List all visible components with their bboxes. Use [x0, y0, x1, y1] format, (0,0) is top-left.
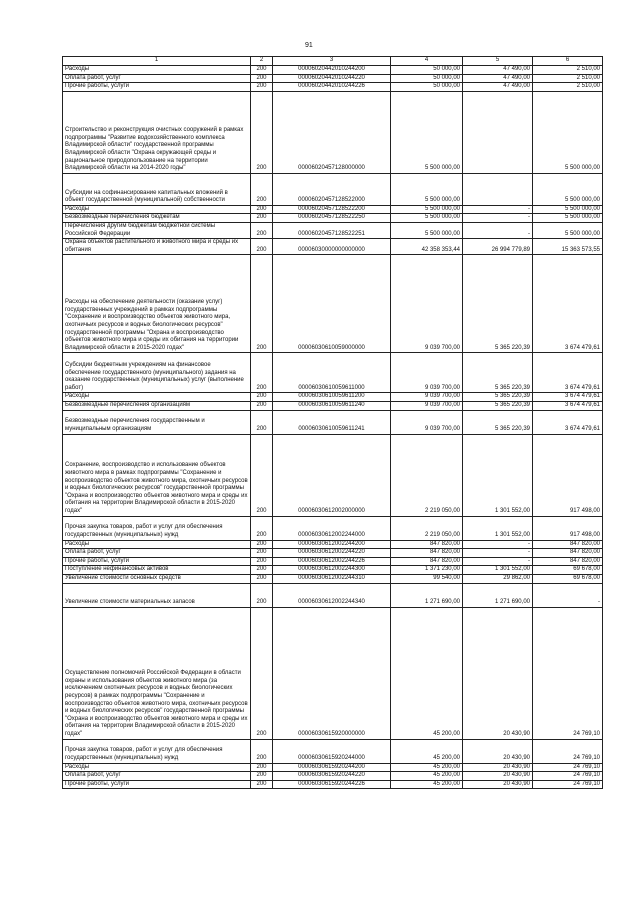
table-row — [63, 540, 603, 549]
row-code: 00006020442010244226 — [273, 83, 391, 92]
row-kind: 200 — [251, 607, 273, 739]
row-kind: 200 — [251, 74, 273, 83]
row-code: 00006030612002244220 — [273, 549, 391, 558]
row-value-remaining: 24 769,10 — [533, 763, 603, 772]
row-value-executed: 1 301 552,00 — [463, 434, 533, 516]
table-row — [63, 83, 603, 92]
row-value-remaining: 3 674 479,61 — [533, 393, 603, 402]
table-row — [63, 763, 603, 772]
row-value-executed: 5 365 220,39 — [463, 401, 533, 410]
budget-table — [62, 56, 603, 789]
column-header: 4 — [391, 57, 463, 66]
row-code: 00006020457128522250 — [273, 214, 391, 223]
row-value-approved: 847 820,00 — [391, 549, 463, 558]
page-number: 91 — [305, 42, 313, 49]
row-value-remaining: 24 769,10 — [533, 772, 603, 781]
row-code: 00006020457128522200 — [273, 205, 391, 214]
table-row — [63, 780, 603, 789]
row-value-approved: 45 200,00 — [391, 772, 463, 781]
table-row — [63, 91, 603, 173]
row-name: Поступление нефинансовых активов — [63, 566, 251, 575]
row-value-executed: 20 430,90 — [463, 739, 533, 763]
row-name: Охрана объектов растительного и животного мира и среды их обитания — [63, 239, 251, 255]
column-header: 2 — [251, 57, 273, 66]
row-name: Субсидии бюджетным учреждениям на финансовое обеспечение государственного (муниципального) задания на оказание государственных (муниципальных) услуг (выполнение работ) — [63, 353, 251, 393]
row-value-remaining: 917 498,00 — [533, 434, 603, 516]
row-value-executed: 20 430,90 — [463, 780, 533, 789]
row-value-executed: 20 430,90 — [463, 772, 533, 781]
row-kind: 200 — [251, 583, 273, 607]
row-value-remaining: 24 769,10 — [533, 739, 603, 763]
row-value-executed: 29 862,00 — [463, 574, 533, 583]
row-name: Расходы — [63, 763, 251, 772]
row-kind: 200 — [251, 83, 273, 92]
row-code: 00006030000000000000 — [273, 239, 391, 255]
row-value-remaining: 5 500 000,00 — [533, 205, 603, 214]
row-code: 00006030610059611240 — [273, 401, 391, 410]
row-code: 00006030612002244310 — [273, 574, 391, 583]
row-code: 00006020457128522251 — [273, 222, 391, 238]
row-name: Безвозмездные перечисления бюджетам — [63, 214, 251, 223]
row-value-remaining: 69 678,00 — [533, 566, 603, 575]
table-row — [63, 66, 603, 75]
row-value-remaining: 847 820,00 — [533, 540, 603, 549]
row-name: Расходы — [63, 205, 251, 214]
row-code: 00006030610059000000 — [273, 255, 391, 353]
table-row — [63, 401, 603, 410]
row-value-approved: 99 540,00 — [391, 574, 463, 583]
table-row — [63, 173, 603, 205]
row-value-executed: 5 365 220,39 — [463, 353, 533, 393]
row-code: 00006030610059611000 — [273, 353, 391, 393]
row-name: Строительство и реконструкция очистных сооружений в рамках подпрограммы "Развитие водохозяйственного комплекса Владимирской области" государственной программы Владимирской области "Охрана окружающей среды и рациональное природопользование на территории Владимирской области на 2014-2020 годы" — [63, 91, 251, 173]
table-row — [63, 74, 603, 83]
column-header: 3 — [273, 57, 391, 66]
row-code: 00006030615920244220 — [273, 772, 391, 781]
row-value-approved: 50 000,00 — [391, 66, 463, 75]
row-value-remaining: 3 674 479,61 — [533, 410, 603, 434]
row-value-remaining: 3 674 479,61 — [533, 255, 603, 353]
row-value-executed: 1 301 552,00 — [463, 566, 533, 575]
row-code: 00006030612002244200 — [273, 540, 391, 549]
row-value-executed: 5 365 220,39 — [463, 393, 533, 402]
row-name: Увеличение стоимости материальных запасов — [63, 583, 251, 607]
row-value-approved: 5 500 000,00 — [391, 214, 463, 223]
row-value-approved: 9 039 700,00 — [391, 410, 463, 434]
row-value-approved: 9 039 700,00 — [391, 255, 463, 353]
row-value-approved: 1 371 230,00 — [391, 566, 463, 575]
row-kind: 200 — [251, 410, 273, 434]
row-value-approved: 42 358 353,44 — [391, 239, 463, 255]
row-name: Оплата работ, услуг — [63, 74, 251, 83]
row-value-approved: 2 219 050,00 — [391, 434, 463, 516]
row-kind: 200 — [251, 222, 273, 238]
row-value-approved: 5 500 000,00 — [391, 222, 463, 238]
row-code: 00006030612002244000 — [273, 516, 391, 540]
row-value-executed: - — [463, 214, 533, 223]
row-value-remaining: 69 678,00 — [533, 574, 603, 583]
row-value-remaining: 847 820,00 — [533, 549, 603, 558]
row-value-executed: 5 365 220,39 — [463, 255, 533, 353]
table-row — [63, 205, 603, 214]
row-value-executed: 1 271 690,00 — [463, 583, 533, 607]
row-name: Прочая закупка товаров, работ и услуг для обеспечения государственных (муниципальных) нужд — [63, 739, 251, 763]
table-row — [63, 772, 603, 781]
row-value-executed: - — [463, 557, 533, 566]
table-row — [63, 393, 603, 402]
table-row — [63, 739, 603, 763]
row-code: 00006030612002244226 — [273, 557, 391, 566]
row-code: 00006030615920000000 — [273, 607, 391, 739]
row-code: 00006030612002244300 — [273, 566, 391, 575]
row-kind: 200 — [251, 205, 273, 214]
row-kind: 200 — [251, 401, 273, 410]
row-name: Оплата работ, услуг — [63, 772, 251, 781]
row-name: Безвозмездные перечисления государственным и муниципальным организациям — [63, 410, 251, 434]
row-name: Расходы — [63, 66, 251, 75]
table-row — [63, 353, 603, 393]
row-value-executed: 47 490,00 — [463, 66, 533, 75]
row-value-executed: 1 301 552,00 — [463, 516, 533, 540]
row-code: 00006030610059611241 — [273, 410, 391, 434]
row-value-executed: - — [463, 549, 533, 558]
row-value-executed: - — [463, 222, 533, 238]
row-kind: 200 — [251, 173, 273, 205]
row-value-executed: 20 430,90 — [463, 763, 533, 772]
row-name: Субсидии на софинансирование капитальных вложений в объект государственной (муниципальной) собственности — [63, 173, 251, 205]
row-kind: 200 — [251, 239, 273, 255]
column-header: 5 — [463, 57, 533, 66]
row-value-remaining: 3 674 479,61 — [533, 353, 603, 393]
row-value-executed: 47 490,00 — [463, 74, 533, 83]
row-value-remaining: 24 769,10 — [533, 607, 603, 739]
row-name: Безвозмездные перечисления организациям — [63, 401, 251, 410]
row-value-approved: 45 200,00 — [391, 780, 463, 789]
row-value-remaining: 2 510,00 — [533, 66, 603, 75]
column-header: 1 — [63, 57, 251, 66]
row-value-remaining: 917 498,00 — [533, 516, 603, 540]
row-value-remaining: 5 500 000,00 — [533, 222, 603, 238]
table-row — [63, 434, 603, 516]
table-row — [63, 214, 603, 223]
row-value-executed — [463, 91, 533, 173]
row-kind: 200 — [251, 434, 273, 516]
table-row — [63, 549, 603, 558]
row-name: Осуществление полномочий Российской Федерации в области охраны и использования объектов животного мира (за исключением охотничьих ресурсов и водных биологических ресурсов) в рамках подпрограммы "Сохранение и воспроизводство объектов животного мира, охотничьих ресурсов и водных биологических ресурсов" государственной программы "Охрана и воспроизводство объектов животного мира и среды их обитания на территории Владимирской области в 2015-2020 годах" — [63, 607, 251, 739]
row-code: 00006020442010244220 — [273, 74, 391, 83]
row-kind: 200 — [251, 516, 273, 540]
table-row — [63, 516, 603, 540]
row-value-remaining: 5 500 000,00 — [533, 91, 603, 173]
row-value-executed: 20 430,90 — [463, 607, 533, 739]
row-kind: 200 — [251, 549, 273, 558]
table-row — [63, 583, 603, 607]
row-value-approved: 45 200,00 — [391, 763, 463, 772]
table-header-row — [63, 57, 603, 66]
table-row — [63, 255, 603, 353]
row-value-executed — [463, 173, 533, 205]
row-value-approved: 1 271 690,00 — [391, 583, 463, 607]
row-kind: 200 — [251, 214, 273, 223]
row-code: 00006030612002000000 — [273, 434, 391, 516]
row-name: Прочие работы, услуги — [63, 780, 251, 789]
table-row — [63, 574, 603, 583]
row-kind: 200 — [251, 739, 273, 763]
row-value-approved: 2 219 050,00 — [391, 516, 463, 540]
row-kind: 200 — [251, 255, 273, 353]
row-name: Перечисления другим бюджетам бюджетной системы Российской Федерации — [63, 222, 251, 238]
row-name: Увеличение стоимости основных средств — [63, 574, 251, 583]
row-name: Прочая закупка товаров, работ и услуг для обеспечения государственных (муниципальных) нужд — [63, 516, 251, 540]
row-value-remaining: 24 769,10 — [533, 780, 603, 789]
row-value-approved: 847 820,00 — [391, 557, 463, 566]
row-kind: 200 — [251, 540, 273, 549]
table-row — [63, 239, 603, 255]
row-value-approved: 5 500 000,00 — [391, 173, 463, 205]
row-value-remaining: 2 510,00 — [533, 83, 603, 92]
row-value-remaining: 15 363 573,55 — [533, 239, 603, 255]
row-value-approved: 847 820,00 — [391, 540, 463, 549]
row-value-approved: 45 200,00 — [391, 607, 463, 739]
row-value-executed: - — [463, 540, 533, 549]
row-kind: 200 — [251, 66, 273, 75]
row-name: Сохранение, воспроизводство и использование объектов животного мира в рамках подпрограммы "Сохранение и воспроизводство объектов животного мира, охотничьих ресурсов и водных биологических ресурсов" государственной программы "Охрана и воспроизводство объектов животного мира и среды их обитания на территории Владимирской области в 2015-2020 годах" — [63, 434, 251, 516]
row-name: Расходы — [63, 393, 251, 402]
row-name: Расходы — [63, 540, 251, 549]
column-header: 6 — [533, 57, 603, 66]
row-value-remaining: 847 820,00 — [533, 557, 603, 566]
row-value-approved: 5 500 000,00 — [391, 205, 463, 214]
row-code: 00006030610059611200 — [273, 393, 391, 402]
row-value-executed: 26 994 779,89 — [463, 239, 533, 255]
table-row — [63, 566, 603, 575]
row-value-remaining: 3 674 479,61 — [533, 401, 603, 410]
row-value-approved: 50 000,00 — [391, 74, 463, 83]
row-kind: 200 — [251, 557, 273, 566]
row-value-executed: - — [463, 205, 533, 214]
row-code: 00006020442010244200 — [273, 66, 391, 75]
row-kind: 200 — [251, 763, 273, 772]
row-value-executed: 47 490,00 — [463, 83, 533, 92]
row-value-approved: 5 500 000,00 — [391, 91, 463, 173]
row-kind: 200 — [251, 91, 273, 173]
row-value-executed: 5 365 220,39 — [463, 410, 533, 434]
row-code: 00006020457128522000 — [273, 173, 391, 205]
table-row — [63, 410, 603, 434]
row-name: Прочие работы, услуги — [63, 557, 251, 566]
table-row — [63, 607, 603, 739]
table-row — [63, 222, 603, 238]
row-kind: 200 — [251, 780, 273, 789]
row-kind: 200 — [251, 566, 273, 575]
row-code: 00006030615920244200 — [273, 763, 391, 772]
row-name: Оплата работ, услуг — [63, 549, 251, 558]
row-kind: 200 — [251, 772, 273, 781]
row-kind: 200 — [251, 353, 273, 393]
row-value-approved: 9 039 700,00 — [391, 401, 463, 410]
row-value-approved: 50 000,00 — [391, 83, 463, 92]
row-code: 00006030612002244340 — [273, 583, 391, 607]
table-row — [63, 557, 603, 566]
row-kind: 200 — [251, 393, 273, 402]
row-value-remaining: 5 500 000,00 — [533, 214, 603, 223]
row-value-approved: 9 039 700,00 — [391, 393, 463, 402]
row-name: Расходы на обеспечение деятельности (оказание услуг) государственных учреждений в рамках подпрограммы "Сохранение и воспроизводство объектов животного мира, охотничьих ресурсов и водных биологических ресурсов" государственной программы "Охрана и воспроизводство объектов животного мира и среды их обитания на территории Владимирской области в 2015-2020 годах" — [63, 255, 251, 353]
row-value-remaining: 5 500 000,00 — [533, 173, 603, 205]
row-value-remaining: - — [533, 583, 603, 607]
row-code: 00006030615920244226 — [273, 780, 391, 789]
row-value-remaining: 2 510,00 — [533, 74, 603, 83]
row-code: 00006030615920244000 — [273, 739, 391, 763]
row-value-approved: 9 039 700,00 — [391, 353, 463, 393]
row-name: Прочие работы, услуги — [63, 83, 251, 92]
row-value-approved: 45 200,00 — [391, 739, 463, 763]
row-kind: 200 — [251, 574, 273, 583]
row-code: 00006020457128000000 — [273, 91, 391, 173]
